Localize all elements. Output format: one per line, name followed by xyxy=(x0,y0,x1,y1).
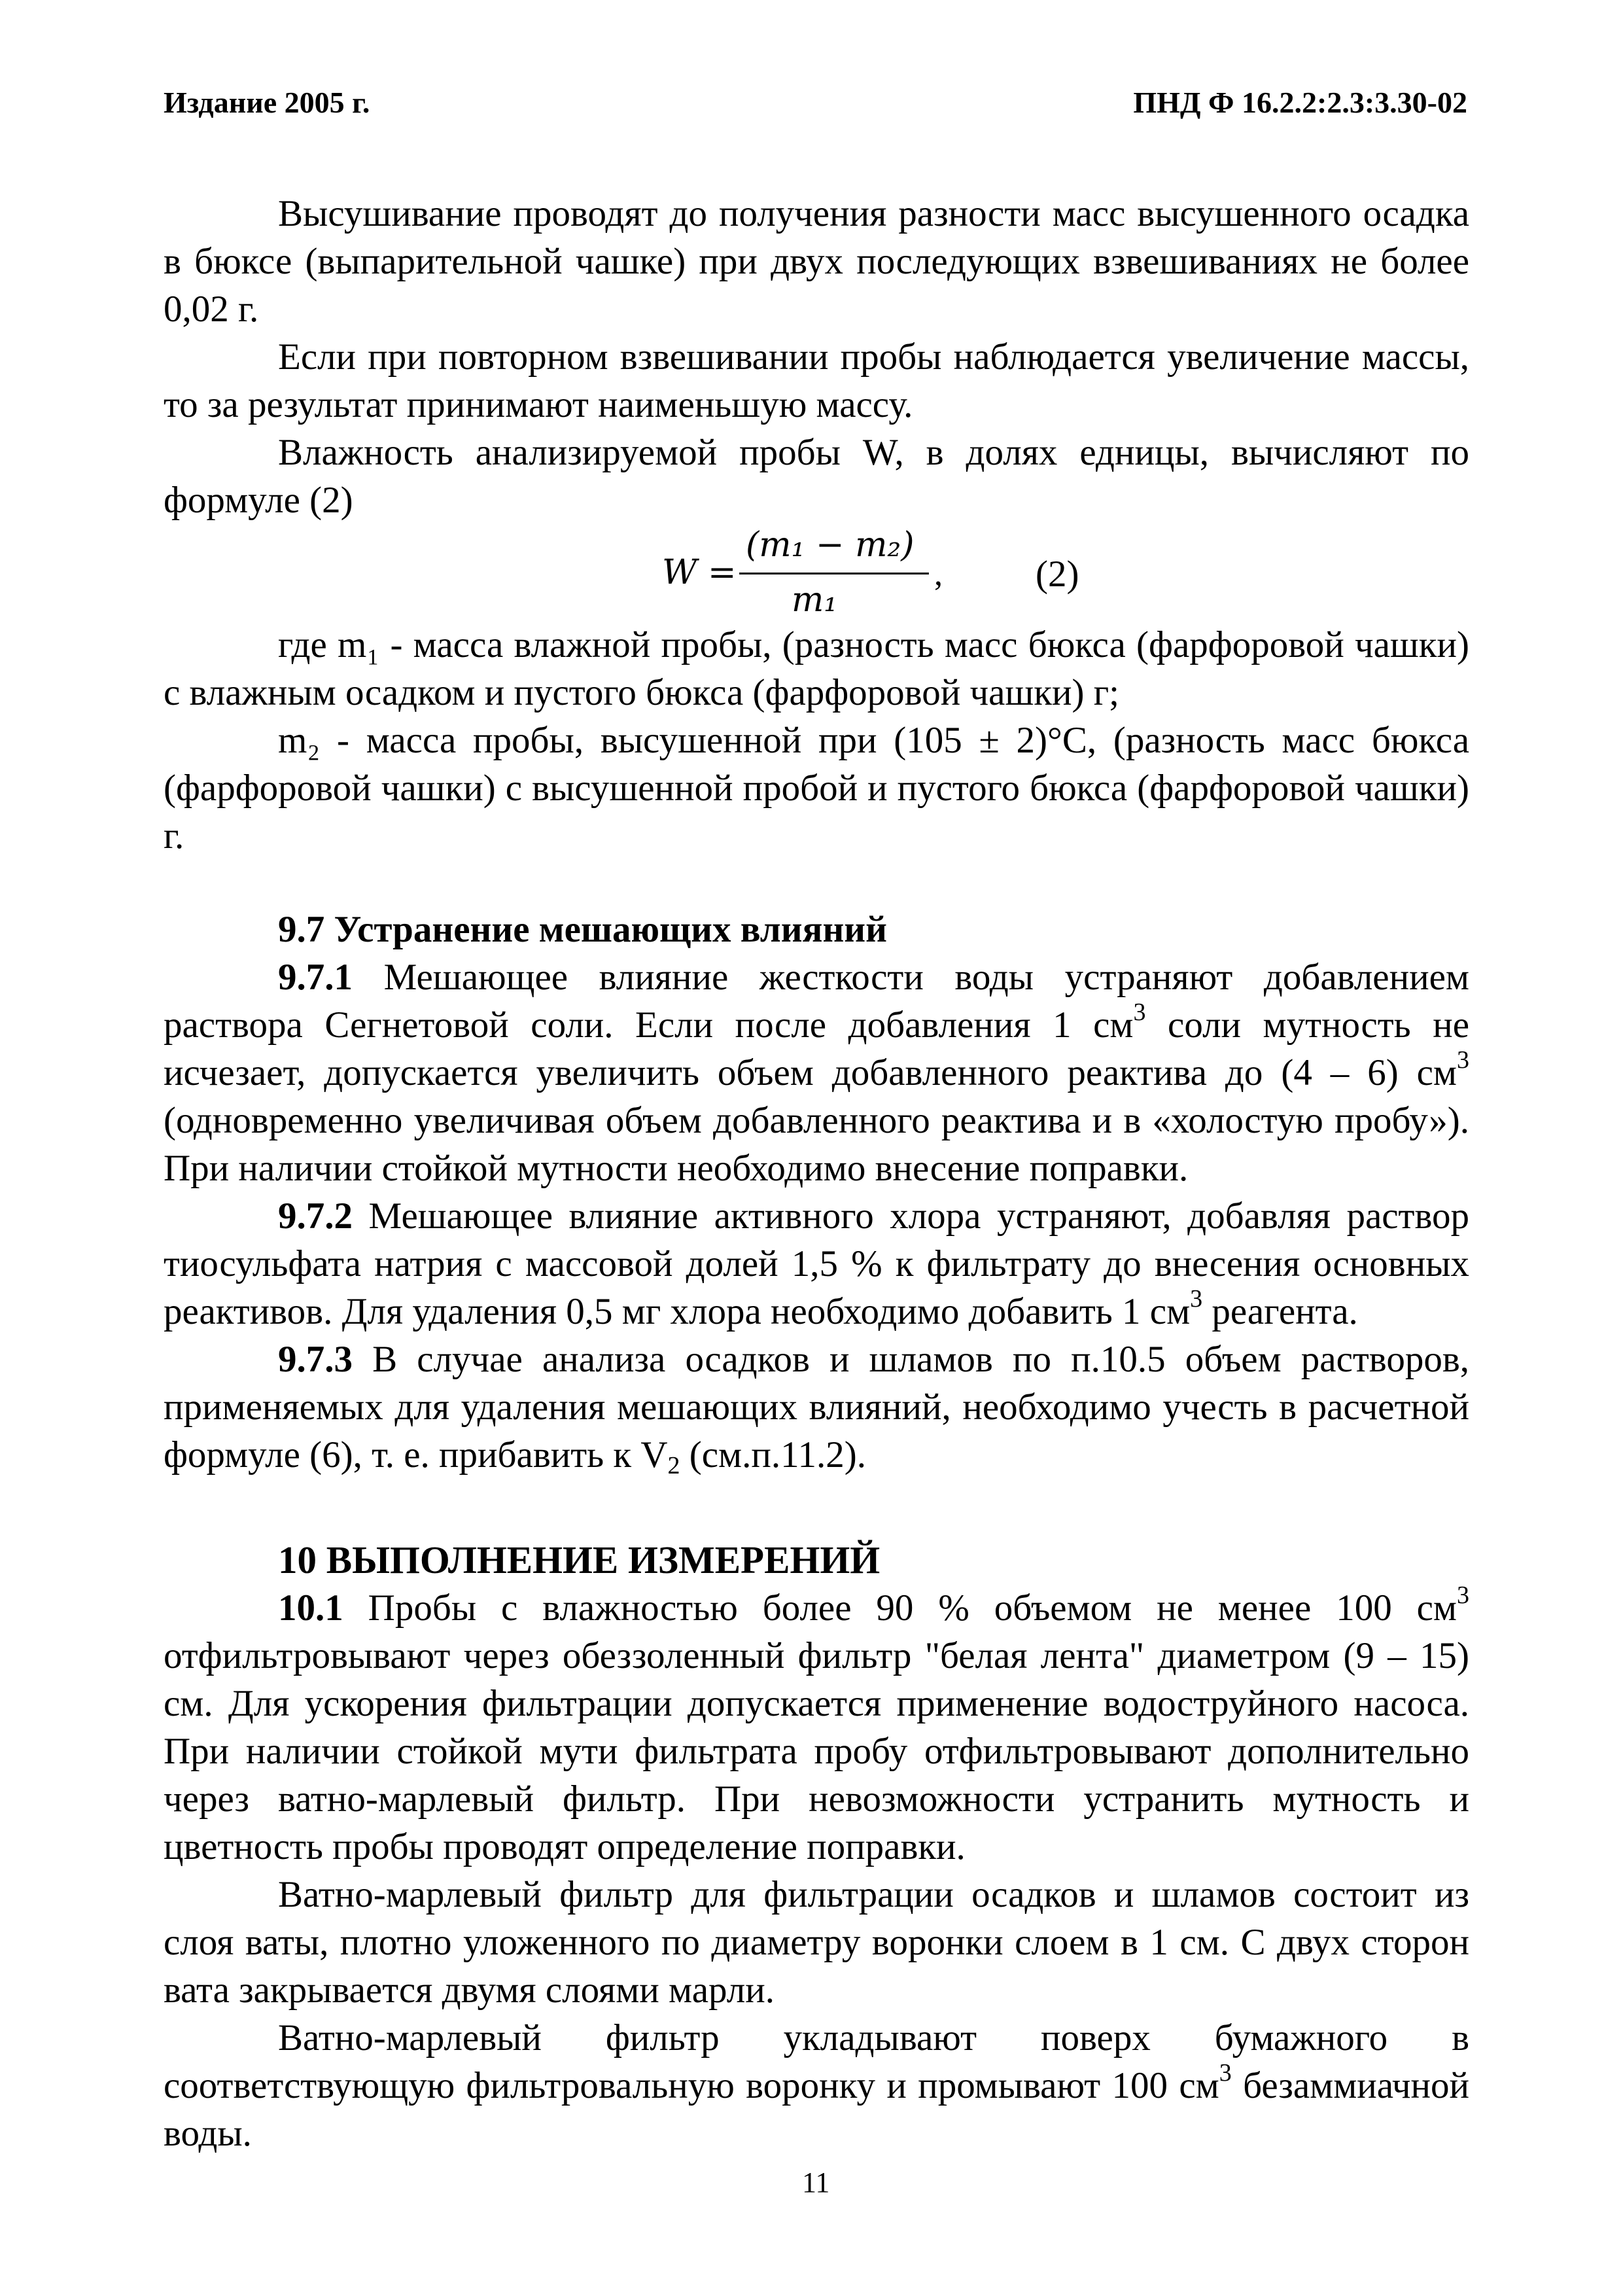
paragraph-9-7-3: 9.7.3 В случае анализа осадков и шламов по п.10.5 объем растворов, применяемых для удаления мешающих влияний, необходимо учесть в расчетной формуле (6), т. е. прибавить к $V_2$ (см.п.11.2). xyxy=(164,1339,1469,1479)
moisture-formula xyxy=(164,524,1469,621)
paragraph-reweighing: Если при повторном взвешивании пробы наблюдается увеличение массы, то за результат принимают наименьшую массу. xyxy=(164,336,1469,425)
fraction-bar xyxy=(739,573,929,574)
formula-denominator: m₁ xyxy=(792,580,838,620)
clause-number: 9.7.2 xyxy=(278,1195,353,1237)
body-text xyxy=(164,190,1469,2157)
clause-number: 10.1 xyxy=(278,1587,343,1629)
clause-number: 9.7.1 xyxy=(278,957,353,998)
paragraph-gauze-filter-usage: Ватно-марлевый фильтр укладывают поверх бумажного в соответствующую фильтровальную воронку и промывают 100 $см^3$ безаммиачной воды. xyxy=(164,2017,1469,2154)
document-code-header: ПНД Ф 16.2.2:2.3:3.30-02 xyxy=(1133,86,1467,119)
paragraph-gauze-filter: Ватно-марлевый фильтр для фильтрации осадков и шламов состоит из слоя ваты, плотно уложенного по диаметру воронки слоем в 1 см. С двух сторон вата закрывается двумя слоями марли. xyxy=(164,1874,1469,2011)
paragraph-m1-definition: где m₁ - масса влажной пробы, (разность масс бюкса (фарфоровой чашки) с влажным осадком и пустого бюкса (фарфоровой чашки) г; xyxy=(164,624,1469,713)
paragraph-9-7-2: 9.7.2 Мешающее влияние активного хлора устраняют, добавляя раствор тиосульфата натрия с массовой долей 1,5 % к фильтрату до внесения основных реактивов. Для удаления 0,5 мг хлора необходимо добавить 1 $см^3$ реагента. xyxy=(164,1195,1469,1332)
paragraph-10-1: 10.1 Пробы с влажностью более 90 % объемом не менее 100 $см^3$ отфильтровывают через обеззоленный фильтр "белая лента" диаметром (9 – 15) см. Для ускорения фильтрации допускается применение водоструйного насоса. При наличии стойкой мути фильтрата пробу отфильтровывают дополнительно через ватно-марлевый фильтр. При невозможности устранить мутность и цветность пробы проводят определение поправки. xyxy=(164,1581,1469,1867)
section-9-7-heading: 9.7 Устранение мешающих влияний xyxy=(278,909,887,950)
page-number: 11 xyxy=(802,2166,830,2199)
formula-comma: , xyxy=(934,556,943,593)
formula-number: (2) xyxy=(1036,554,1079,595)
paragraph-9-7-1: 9.7.1 Мешающее влияние жесткости воды устраняют добавлением раствора Сегнетовой соли. Если после добавления 1 $см^3$ соли мутность не исчезает, допускается увеличить объем добавленного реактива до (4 – 6) $см^3$ (одновременно увеличивая объем добавленного реактива и в «холостую пробу»). При наличии стойкой мутности необходимо внесение поправки. xyxy=(164,957,1469,1189)
clause-number: 9.7.3 xyxy=(278,1339,353,1380)
formula-numerator: (m₁ − m₂) xyxy=(746,525,915,565)
formula-lhs: W = xyxy=(662,553,737,592)
edition-header: Издание 2005 г. xyxy=(164,86,370,119)
paragraph-m2-definition: m₂ - масса пробы, высушенной при (105 ± 2)°С, (разность масс бюкса (фарфоровой чашки) с высушенной пробой и пустого бюкса (фарфоровой чашки) г. xyxy=(164,720,1469,857)
paragraph-moisture: Влажность анализируемой пробы W, в долях едницы, вычисляют по формуле (2) xyxy=(164,432,1469,521)
section-10-heading: 10 ВЫПОЛНЕНИЕ ИЗМЕРЕНИЙ xyxy=(278,1538,881,1581)
paragraph-drying: Высушивание проводят до получения разности масс высушенного осадка в бюксе (выпарительной чашке) при двух последующих взвешиваниях не более 0,02 г. xyxy=(164,193,1469,330)
